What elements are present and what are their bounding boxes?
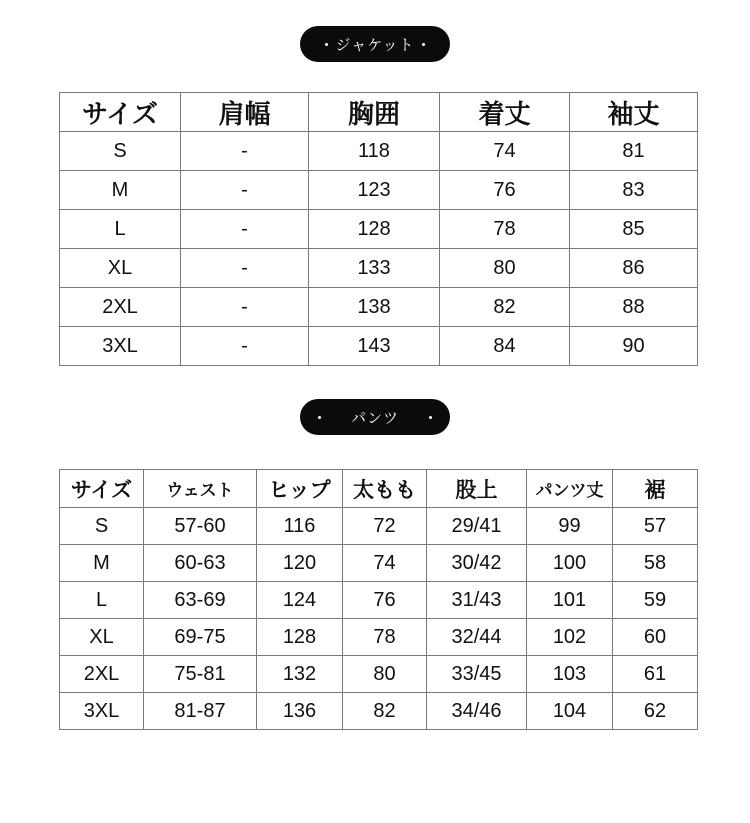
bullet-dot-icon (429, 416, 432, 419)
table-cell: M (60, 171, 181, 210)
table-row (60, 508, 698, 545)
table-cell: 128 (309, 210, 440, 249)
table-cell: 60-63 (144, 545, 257, 582)
table-cell: 29/41 (427, 508, 527, 545)
table-cell: 90 (570, 327, 698, 366)
table-cell: 3XL (60, 327, 181, 366)
column-header: ヒップ (257, 470, 343, 508)
table-cell: 57-60 (144, 508, 257, 545)
table-cell: L (60, 210, 181, 249)
table-cell: 69-75 (144, 619, 257, 656)
table-cell: 33/45 (427, 656, 527, 693)
column-header: サイズ (60, 93, 181, 132)
column-header: サイズ (60, 470, 144, 508)
table-row (60, 132, 698, 171)
table-cell: 34/46 (427, 693, 527, 730)
table-cell: S (60, 132, 181, 171)
table-cell: 78 (440, 210, 570, 249)
table-cell: - (181, 210, 309, 249)
column-header: 着丈 (440, 93, 570, 132)
table-cell: - (181, 249, 309, 288)
table-cell: 81 (570, 132, 698, 171)
column-header: 太もも (343, 470, 427, 508)
table-cell: 32/44 (427, 619, 527, 656)
table-cell: 120 (257, 545, 343, 582)
column-header: 裾 (613, 470, 698, 508)
column-header: 袖丈 (570, 93, 698, 132)
table-cell: 31/43 (427, 582, 527, 619)
table-cell: 75-81 (144, 656, 257, 693)
table-row (60, 210, 698, 249)
table-cell: 2XL (60, 656, 144, 693)
table-row (60, 249, 698, 288)
table-cell: 76 (440, 171, 570, 210)
table-cell: 74 (343, 545, 427, 582)
table-cell: 62 (613, 693, 698, 730)
table-row (60, 288, 698, 327)
table-cell: 128 (257, 619, 343, 656)
table-cell: 138 (309, 288, 440, 327)
table-cell: - (181, 327, 309, 366)
table-cell: 84 (440, 327, 570, 366)
table-cell: 86 (570, 249, 698, 288)
table-cell: XL (60, 619, 144, 656)
table-cell: 2XL (60, 288, 181, 327)
table-row (60, 545, 698, 582)
column-header: 肩幅 (181, 93, 309, 132)
table-cell: 116 (257, 508, 343, 545)
table-cell: XL (60, 249, 181, 288)
table-row (60, 619, 698, 656)
table-row (60, 693, 698, 730)
table-cell: 102 (527, 619, 613, 656)
table-cell: 78 (343, 619, 427, 656)
table-cell: 88 (570, 288, 698, 327)
table-cell: L (60, 582, 144, 619)
table-cell: 3XL (60, 693, 144, 730)
table-cell: 133 (309, 249, 440, 288)
table-cell: 57 (613, 508, 698, 545)
table-header-row (60, 93, 698, 132)
table-cell: 100 (527, 545, 613, 582)
table-cell: 61 (613, 656, 698, 693)
table-cell: 85 (570, 210, 698, 249)
pants-size-table (59, 469, 698, 730)
table-cell: 82 (343, 693, 427, 730)
table-cell: 143 (309, 327, 440, 366)
table-cell: 60 (613, 619, 698, 656)
table-cell: S (60, 508, 144, 545)
column-header: ウェスト (144, 470, 257, 508)
table-cell: 63-69 (144, 582, 257, 619)
table-cell: 103 (527, 656, 613, 693)
table-cell: 101 (527, 582, 613, 619)
table-cell: 59 (613, 582, 698, 619)
table-cell: 123 (309, 171, 440, 210)
table-cell: 132 (257, 656, 343, 693)
table-cell: 82 (440, 288, 570, 327)
table-cell: 118 (309, 132, 440, 171)
table-cell: 80 (440, 249, 570, 288)
jacket-section-label (300, 26, 450, 62)
table-cell: 136 (257, 693, 343, 730)
table-cell: 83 (570, 171, 698, 210)
table-header-row (60, 470, 698, 508)
bullet-dot-icon (318, 416, 321, 419)
table-cell: 81-87 (144, 693, 257, 730)
bullet-dot-icon (422, 43, 425, 46)
table-cell: - (181, 171, 309, 210)
table-row (60, 327, 698, 366)
jacket-size-table (59, 92, 698, 366)
table-row (60, 582, 698, 619)
table-row (60, 656, 698, 693)
table-cell: - (181, 288, 309, 327)
column-header: 股上 (427, 470, 527, 508)
table-cell: 30/42 (427, 545, 527, 582)
table-cell: 76 (343, 582, 427, 619)
table-cell: 104 (527, 693, 613, 730)
bullet-dot-icon (325, 43, 328, 46)
table-cell: 74 (440, 132, 570, 171)
table-cell: 124 (257, 582, 343, 619)
pants-label-text: パンツ (350, 408, 399, 427)
table-row (60, 171, 698, 210)
table-cell: - (181, 132, 309, 171)
pants-section-label (300, 399, 450, 435)
jacket-label-text: ジャケット (335, 35, 415, 54)
table-cell: 80 (343, 656, 427, 693)
column-header: パンツ丈 (527, 470, 613, 508)
table-cell: 99 (527, 508, 613, 545)
table-cell: 72 (343, 508, 427, 545)
column-header: 胸囲 (309, 93, 440, 132)
table-cell: M (60, 545, 144, 582)
table-cell: 58 (613, 545, 698, 582)
